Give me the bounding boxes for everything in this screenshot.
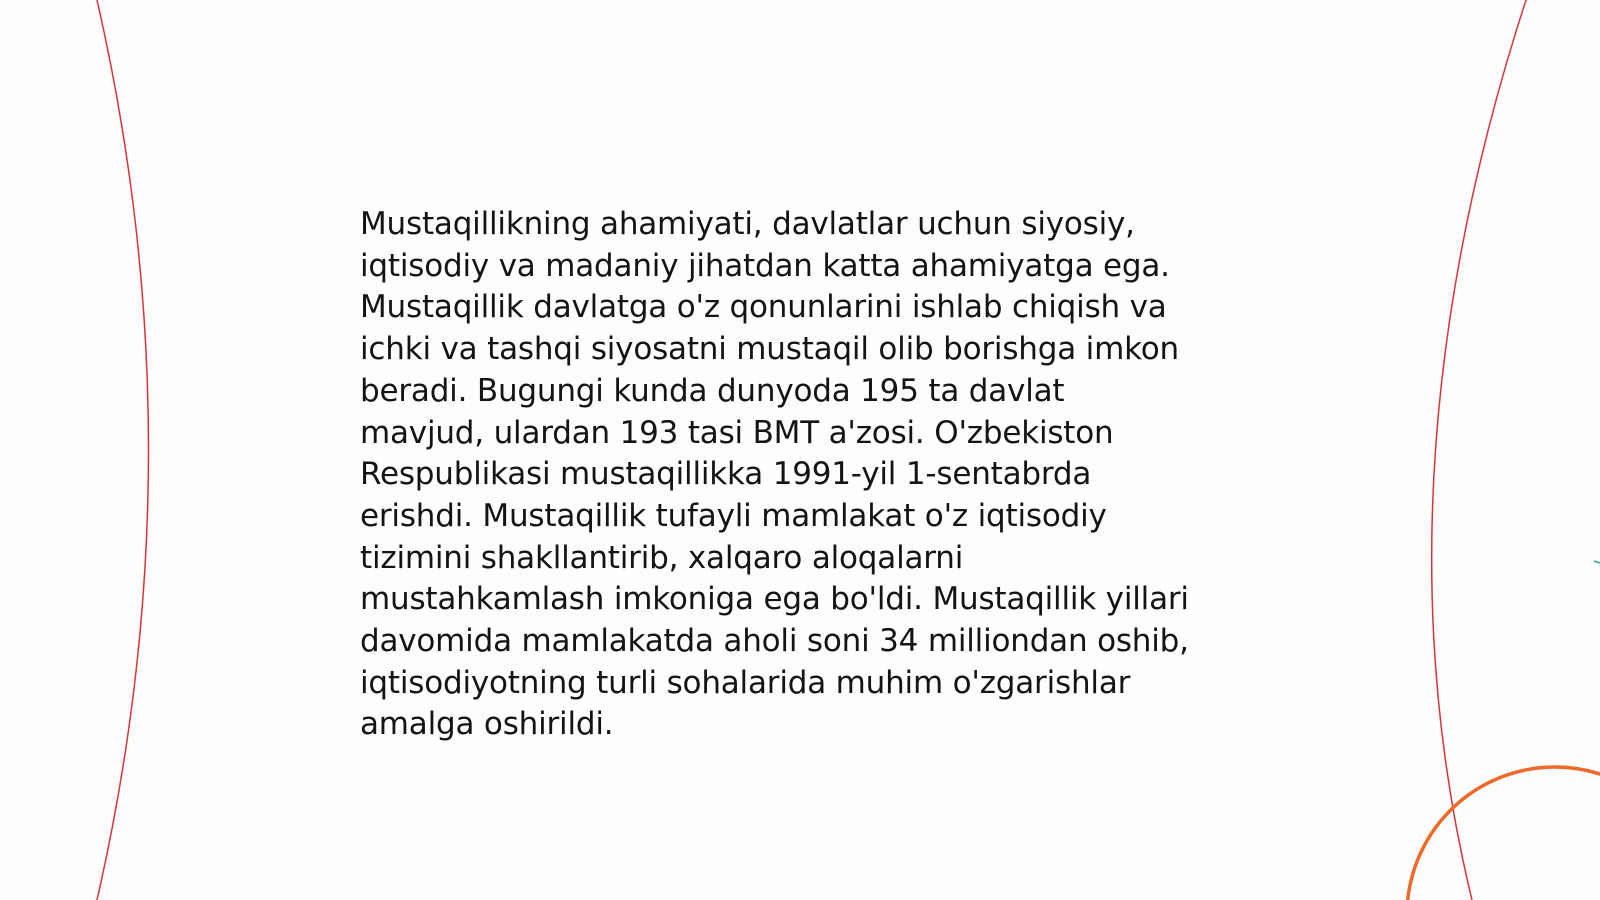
left-red-arc xyxy=(97,0,149,900)
paragraph-line-11: davomida mamlakatda aholi soni 34 milliondan oshib, xyxy=(360,623,1189,660)
paragraph-line-6: mavjud, ulardan 193 tasi BMT a'zosi. O'zbekiston xyxy=(360,414,1114,451)
right-red-arc xyxy=(1432,0,1526,900)
orange-circle-arc xyxy=(1407,767,1600,900)
paragraph-line-8: erishdi. Mustaqillik tufayli mamlakat o'z iqtisodiy xyxy=(360,497,1107,534)
paragraph-line-2: iqtisodiy va madaniy jihatdan katta ahamiyatga ega. xyxy=(360,247,1170,284)
paragraph-line-13: amalga oshirildi. xyxy=(360,706,614,743)
paragraph-line-1: Mustaqillikning ahamiyati, davlatlar uchun siyosiy, xyxy=(360,206,1135,242)
paragraph-line-12: iqtisodiyotning turli sohalarida muhim o'zgarishlar xyxy=(360,664,1131,701)
paragraph-line-7: Respublikasi mustaqillikka 1991-yil 1-sentabrda xyxy=(360,456,1092,493)
paragraph-line-5: beradi. Bugungi kunda dunyoda 195 ta davlat xyxy=(360,372,1065,409)
paragraph-line-9: tizimini shakllantirib, xalqaro aloqalarni xyxy=(360,539,964,576)
paragraph-line-3: Mustaqillik davlatga o'z qonunlarini ishlab chiqish va xyxy=(360,289,1167,326)
paragraph-line-4: ichki va tashqi siyosatni mustaqil olib borishga imkon xyxy=(360,331,1179,368)
teal-tick-mark xyxy=(1594,561,1600,563)
paragraph-line-10: mustahkamlash imkoniga ega bo'ldi. Mustaqillik yillari xyxy=(360,581,1189,618)
main-paragraph xyxy=(360,204,1260,746)
